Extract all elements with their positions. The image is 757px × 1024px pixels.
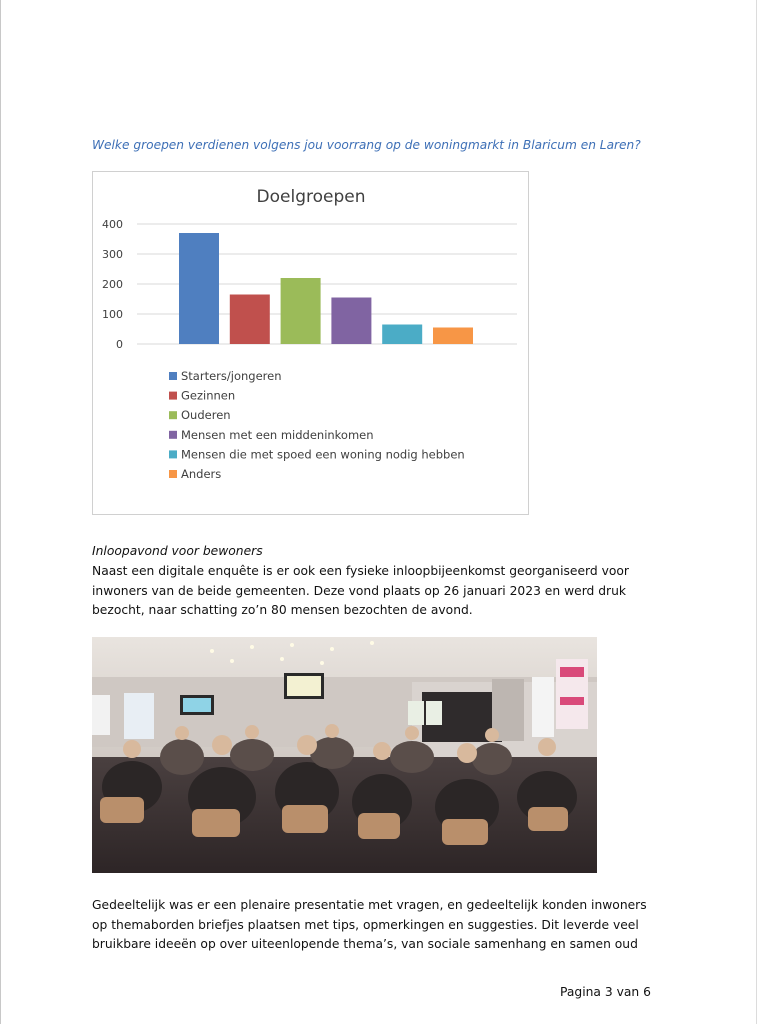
y-tick-label: 400 xyxy=(102,218,123,231)
legend-swatch xyxy=(169,450,177,458)
bar-1 xyxy=(179,233,219,344)
y-tick-label: 0 xyxy=(116,338,123,351)
doelgroepen-chart xyxy=(92,171,529,515)
y-tick-label: 200 xyxy=(102,278,123,291)
legend-label: Anders xyxy=(181,467,222,481)
paragraph-line: bruikbare ideeën op over uiteenlopende thema’s, van sociale samenhang en samen oud xyxy=(92,937,638,952)
legend-label: Mensen die met spoed een woning nodig hebben xyxy=(181,447,465,462)
legend-label: Ouderen xyxy=(181,408,231,423)
meeting-photo xyxy=(92,637,597,873)
y-tick-label: 300 xyxy=(102,248,123,261)
chart-title: Doelgroepen xyxy=(256,187,366,207)
legend-swatch xyxy=(169,392,177,400)
bar-3 xyxy=(281,278,321,344)
legend-label: Gezinnen xyxy=(181,388,236,403)
legend-swatch xyxy=(169,372,177,380)
bar-6 xyxy=(433,328,473,345)
chart-canvas xyxy=(93,172,530,516)
paragraph-line: op themaborden briefjes plaatsen met tips, opmerkingen en suggesties. Dit leverde veel xyxy=(92,917,639,932)
legend-label: Starters/jongeren xyxy=(181,369,282,383)
legend-swatch xyxy=(169,470,177,478)
meeting-photo-illustration xyxy=(92,637,597,873)
page-number: Pagina 3 van 6 xyxy=(560,985,651,999)
bar-2 xyxy=(230,295,270,345)
paragraph-line: bezocht, naar schatting zo’n 80 mensen bezochten de avond. xyxy=(92,603,473,618)
legend-label: Mensen met een middeninkomen xyxy=(181,427,374,442)
page-edge-left xyxy=(0,0,1,1024)
legend-swatch xyxy=(169,411,177,419)
paragraph-line: Naast een digitale enquête is er ook een fysieke inloopbijeenkomst georganiseerd voor xyxy=(92,564,629,578)
paragraph-presentatie xyxy=(92,896,672,955)
y-tick-label: 100 xyxy=(102,308,123,321)
paragraph-inloopavond xyxy=(92,562,672,621)
paragraph-line: inwoners van de beide gemeenten. Deze vond plaats op 26 januari 2023 en werd druk xyxy=(92,583,627,598)
bar-4 xyxy=(331,298,371,345)
section-heading: Inloopavond voor bewoners xyxy=(92,544,263,558)
bar-5 xyxy=(382,325,422,345)
survey-question: Welke groepen verdienen volgens jou voorrang op de woningmarkt in Blaricum en Laren? xyxy=(92,138,641,152)
legend-swatch xyxy=(169,431,177,439)
paragraph-line: Gedeeltelijk was er een plenaire presentatie met vragen, en gedeeltelijk konden inwoners xyxy=(92,898,647,912)
